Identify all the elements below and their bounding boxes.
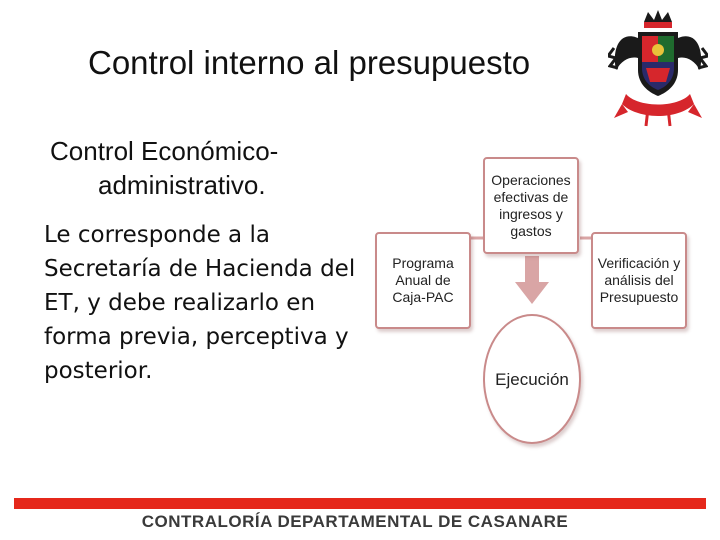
program-box — [375, 232, 471, 329]
operations-box — [483, 157, 579, 254]
execution-circle-label: Ejecución — [495, 369, 569, 389]
arrow-down — [515, 256, 549, 304]
body-paragraph: Le corresponde a la Secretaría de Hacienda del ET, y debe realizarlo en forma previa, perceptiva y posterior. — [44, 222, 356, 384]
operations-box-label: Operaciones efectivas de ingresos y gastos — [491, 171, 571, 239]
subtitle-line-1: Control Económico- — [50, 136, 279, 166]
footer-text: CONTRALORÍA DEPARTAMENTAL DE CASANARE — [141, 512, 569, 531]
subtitle-line-2: administrativo. — [98, 170, 266, 200]
verification-box — [591, 232, 687, 329]
footer-bar — [14, 498, 706, 509]
verification-box-label: Verificación y análisis del Presupuesto — [597, 255, 681, 305]
execution-circle — [483, 314, 581, 444]
program-box-label: Programa Anual de Caja-PAC — [392, 255, 454, 305]
coat-of-arms-logo — [608, 8, 708, 130]
slide-title: Control interno al presupuesto — [88, 44, 531, 81]
